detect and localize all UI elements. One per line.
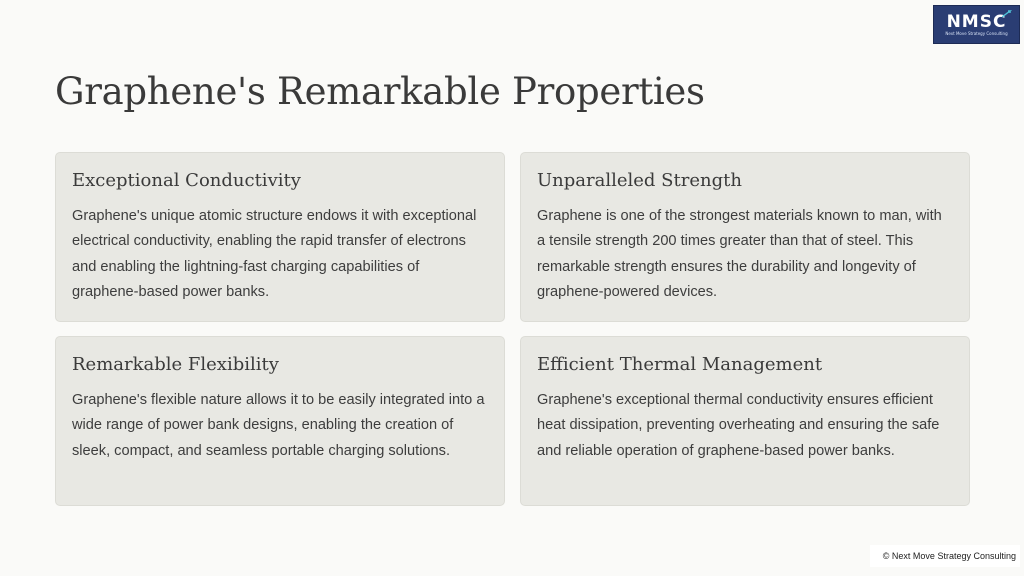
card-body: Graphene's exceptional thermal conductivity ensures efficient heat dissipation, preventing overheating and ensuring the safe and reliable operation of graphene-based power banks. [537, 392, 940, 459]
page-title: Graphene's Remarkable Properties [55, 70, 705, 113]
card-title: Efficient Thermal Management [537, 354, 823, 375]
card-remarkable-flexibility [55, 336, 505, 506]
card-exceptional-conductivity [55, 152, 505, 322]
card-title: Unparalleled Strength [537, 170, 742, 191]
card-title: Exceptional Conductivity [72, 170, 301, 191]
card-title: Remarkable Flexibility [72, 354, 279, 375]
card-body: Graphene is one of the strongest materials known to man, with a tensile strength 200 times greater than that of steel. This remarkable strength ensures the durability and longevity of graphene-powered devices. [537, 208, 942, 301]
copyright-footer: © Next Move Strategy Consulting [870, 545, 1020, 567]
logo-tagline: Next Move Strategy Consulting [945, 30, 1008, 36]
nmsc-logo [933, 5, 1020, 44]
card-unparalleled-strength [520, 152, 970, 322]
arrow-swoosh-icon [1002, 10, 1012, 18]
card-body: Graphene's flexible nature allows it to be easily integrated into a wide range of power bank designs, enabling the creation of sleek, compact, and seamless portable charging solutions. [72, 392, 485, 459]
logo-mark [947, 13, 1007, 31]
card-body: Graphene's unique atomic structure endows it with exceptional electrical conductivity, enabling the rapid transfer of electrons and enabling the lightning-fast charging capabilities of graphene-based power banks. [72, 208, 477, 301]
card-efficient-thermal-management [520, 336, 970, 506]
logo-mark-text: NMSC [946, 11, 1007, 32]
